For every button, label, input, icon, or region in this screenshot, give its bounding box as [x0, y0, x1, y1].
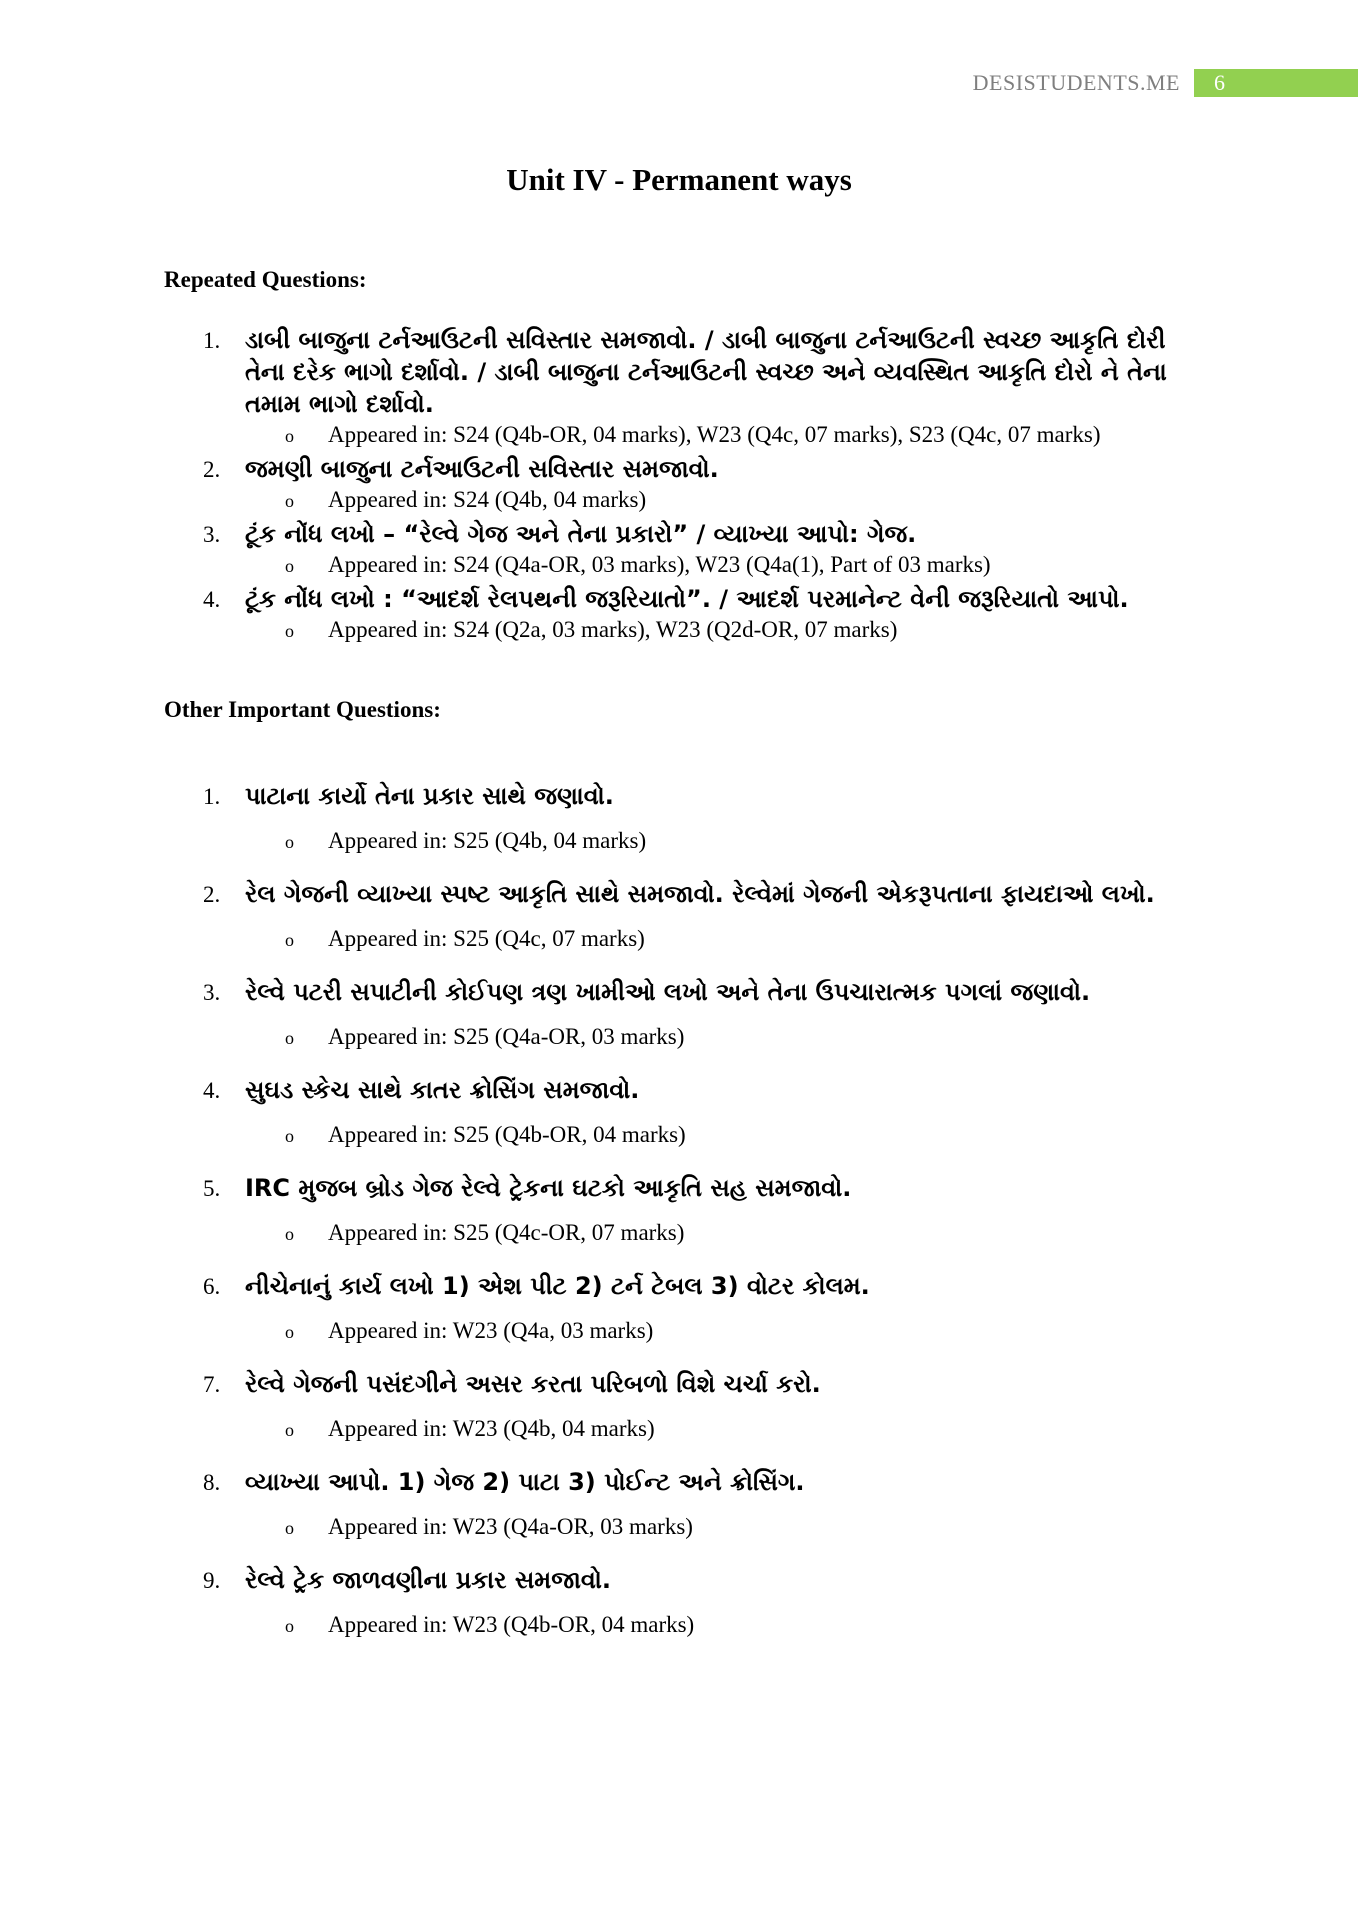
question-number: 9. — [203, 1568, 221, 1593]
appeared-in-line — [245, 485, 1195, 515]
other-questions-heading: Other Important Questions: — [164, 697, 441, 722]
bullet-icon: o — [285, 556, 294, 576]
appeared-in-text: Appeared in: S24 (Q2a, 03 marks), W23 (Q2d-OR, 07 marks) — [328, 617, 898, 642]
appeared-in-text: Appeared in: S25 (Q4c-OR, 07 marks) — [328, 1220, 685, 1245]
appeared-in-line — [245, 1218, 1195, 1248]
appeared-in-text: Appeared in: S25 (Q4c, 07 marks) — [328, 926, 645, 951]
question-item — [0, 878, 1195, 954]
question-text: નીચેનાનું કાર્ય લખો 1) એશ પીટ 2) ટર્ન ટેબલ 3) વોટર કોલમ. — [245, 1272, 870, 1300]
bullet-icon: o — [285, 491, 294, 511]
question-text: જમણી બાજુના ટર્નઆઉટની સવિસ્તાર સમજાવો. — [245, 455, 719, 483]
question-number: 1. — [203, 328, 221, 353]
question-text: રેલ્વે પટરી સપાટીની કોઈપણ ત્રણ ખામીઓ લખો અને તેના ઉપચારાત્મક પગલાં જણાવો. — [245, 978, 1091, 1006]
appeared-in-text: Appeared in: W23 (Q4b, 04 marks) — [328, 1416, 655, 1441]
site-name: DESISTUDENTS.ME — [972, 70, 1180, 95]
appeared-in-line — [245, 1610, 1195, 1640]
appeared-in-text: Appeared in: S24 (Q4b-OR, 04 marks), W23 (Q4c, 07 marks), S23 (Q4c, 07 marks) — [328, 422, 1101, 447]
appeared-in-line — [245, 550, 1195, 580]
bullet-icon: o — [285, 1518, 294, 1538]
appeared-in-text: Appeared in: S24 (Q4b, 04 marks) — [328, 487, 647, 512]
question-text: સુઘડ સ્કેચ સાથે કાતર ક્રોસિંગ સમજાવો. — [245, 1076, 640, 1104]
page-number: 6 — [1194, 69, 1358, 97]
appeared-in-text: Appeared in: W23 (Q4b-OR, 04 marks) — [328, 1612, 695, 1637]
question-text: રેલ્વે ટ્રેક જાળવણીના પ્રકાર સમજાવો. — [245, 1566, 611, 1594]
question-item — [0, 1564, 1195, 1640]
page-header — [973, 68, 1358, 98]
question-item — [0, 324, 1195, 450]
appeared-in-text: Appeared in: W23 (Q4a-OR, 03 marks) — [328, 1514, 693, 1539]
appeared-in-line — [245, 1022, 1195, 1052]
bullet-icon: o — [285, 621, 294, 641]
repeated-questions-list — [0, 324, 1358, 648]
appeared-in-line — [245, 1120, 1195, 1150]
question-text: રેલ ગેજની વ્યાખ્યા સ્પષ્ટ આકૃતિ સાથે સમજાવો. રેલ્વેમાં ગેજની એકરૂપતાના ફાયદાઓ લખો. — [245, 880, 1155, 908]
question-text: રેલ્વે ગેજની પસંદગીને અસર કરતા પરિબળો વિશે ચર્ચા કરો. — [245, 1370, 821, 1398]
question-item — [0, 518, 1195, 580]
question-text: IRC મુજબ બ્રોડ ગેજ રેલ્વે ટ્રેકના ઘટકો આકૃતિ સહ સમજાવો. — [245, 1174, 852, 1202]
question-number: 5. — [203, 1176, 221, 1201]
question-number: 7. — [203, 1372, 221, 1397]
question-item — [0, 780, 1195, 856]
question-number: 2. — [203, 457, 221, 482]
question-number: 4. — [203, 587, 221, 612]
bullet-icon: o — [285, 426, 294, 446]
bullet-icon: o — [285, 1322, 294, 1342]
question-text: ટૂંક નોંધ લખો : “આદર્શ રેલપથની જરૂરિયાતો”. / આદર્શ પરમાનેન્ટ વેની જરૂરિયાતો આપો. — [245, 585, 1129, 613]
appeared-in-text: Appeared in: S25 (Q4b-OR, 04 marks) — [328, 1122, 686, 1147]
question-item — [0, 453, 1195, 515]
bullet-icon: o — [285, 1616, 294, 1636]
question-item — [0, 1368, 1195, 1444]
page-title: Unit IV - Permanent ways — [506, 162, 852, 197]
bullet-icon: o — [285, 1224, 294, 1244]
appeared-in-line — [245, 1512, 1195, 1542]
question-text: પાટાના કાર્યો તેના પ્રકાર સાથે જણાવો. — [245, 782, 614, 810]
appeared-in-line — [245, 1414, 1195, 1444]
appeared-in-line — [245, 420, 1195, 450]
bullet-icon: o — [285, 832, 294, 852]
bullet-icon: o — [285, 1420, 294, 1440]
appeared-in-line — [245, 615, 1195, 645]
question-item — [0, 1074, 1195, 1150]
question-item — [0, 976, 1195, 1052]
question-number: 6. — [203, 1274, 221, 1299]
question-item — [0, 1270, 1195, 1346]
appeared-in-line — [245, 924, 1195, 954]
appeared-in-text: Appeared in: S25 (Q4a-OR, 03 marks) — [328, 1024, 685, 1049]
appeared-in-text: Appeared in: S25 (Q4b, 04 marks) — [328, 828, 647, 853]
bullet-icon: o — [285, 1028, 294, 1048]
appeared-in-line — [245, 826, 1195, 856]
question-text: ડાબી બાજુના ટર્નઆઉટની સવિસ્તાર સમજાવો. / ડાબી બાજુના ટર્નઆઉટની સ્વચ્છ આકૃતિ દોરી તેના દરેક ભાગો દર્શાવો. / ડાબી બાજુના ટર્નઆઉટની સ્વચ્છ અને વ્યવસ્થિત આકૃતિ દોરો ને તેના તમામ ભાગો દર્શાવો. — [245, 326, 1167, 418]
question-number: 3. — [203, 522, 221, 547]
question-item — [0, 583, 1195, 645]
question-number: 2. — [203, 882, 221, 907]
other-questions-list — [0, 780, 1358, 1662]
bullet-icon: o — [285, 930, 294, 950]
question-number: 8. — [203, 1470, 221, 1495]
question-number: 3. — [203, 980, 221, 1005]
appeared-in-line — [245, 1316, 1195, 1346]
question-number: 4. — [203, 1078, 221, 1103]
repeated-questions-heading: Repeated Questions: — [164, 267, 367, 292]
appeared-in-text: Appeared in: W23 (Q4a, 03 marks) — [328, 1318, 654, 1343]
question-item — [0, 1466, 1195, 1542]
question-text: વ્યાખ્યા આપો. 1) ગેજ 2) પાટા 3) પોઈન્ટ અને ક્રોસિંગ. — [245, 1468, 805, 1496]
appeared-in-text: Appeared in: S24 (Q4a-OR, 03 marks), W23 (Q4a(1), Part of 03 marks) — [328, 552, 991, 577]
question-text: ટૂંક નોંધ લખો – “રેલ્વે ગેજ અને તેના પ્રકારો” / વ્યાખ્યા આપો: ગેજ. — [245, 520, 917, 548]
question-number: 1. — [203, 784, 221, 809]
question-item — [0, 1172, 1195, 1248]
bullet-icon: o — [285, 1126, 294, 1146]
